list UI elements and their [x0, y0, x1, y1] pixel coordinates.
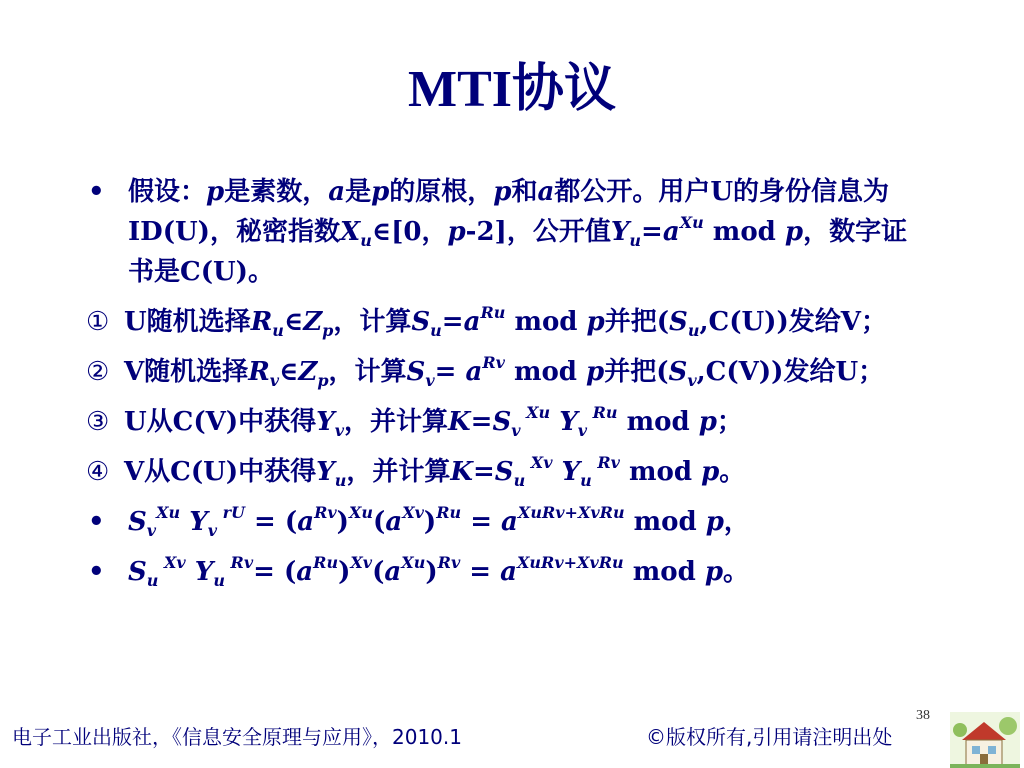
- text-run: ): [338, 557, 351, 587]
- list-item: [86, 402, 933, 442]
- text-run: Y: [561, 457, 581, 487]
- bullet-marker: •: [88, 507, 105, 537]
- text-run: = (: [245, 507, 298, 537]
- text-run: U从C(V)中获得: [124, 407, 317, 437]
- text-run: ，并计算: [346, 457, 451, 487]
- footer-copyright: ©版权所有,引用请注明出处: [646, 725, 893, 749]
- superscript: Xv: [402, 503, 424, 522]
- text-run: ): [336, 507, 349, 537]
- subscript: v: [146, 521, 157, 540]
- text-run: ，: [723, 507, 750, 537]
- text-run: 都公开。用户U的身份信息为ID(U)，秘密指数: [128, 177, 890, 247]
- text-run: Z: [298, 357, 318, 387]
- text-run: p: [493, 177, 512, 207]
- text-run: p: [206, 177, 225, 207]
- text-run: R: [248, 357, 270, 387]
- text-run: -2]，公开值: [465, 217, 611, 247]
- item-text: [124, 453, 746, 490]
- subscript: v: [269, 371, 280, 390]
- superscript: XuRv+XvRu: [516, 553, 624, 572]
- text-run: Y: [189, 507, 208, 537]
- text-run: ，计算: [328, 357, 407, 387]
- text-run: S: [494, 457, 514, 487]
- text-run: a: [297, 507, 315, 537]
- text-run: [550, 407, 559, 437]
- text-run: a: [465, 357, 483, 387]
- text-run: a: [662, 217, 680, 247]
- subscript: u: [629, 231, 642, 250]
- list-item: [86, 352, 933, 392]
- text-run: Y: [610, 217, 630, 247]
- subscript: v: [511, 421, 521, 440]
- text-run: 并把(: [604, 307, 670, 337]
- text-run: ): [423, 507, 437, 537]
- text-run: =: [460, 557, 501, 587]
- text-run: a: [384, 557, 402, 587]
- superscript: Xu: [348, 503, 374, 522]
- text-run: mod: [624, 507, 706, 537]
- text-run: =: [441, 307, 464, 337]
- text-run: [552, 457, 561, 487]
- text-run: =: [461, 507, 502, 537]
- item-text: [128, 503, 750, 540]
- text-run: S: [669, 307, 688, 337]
- superscript: Ru: [436, 503, 462, 522]
- item-text: [128, 177, 907, 287]
- subscript: u: [513, 471, 526, 490]
- superscript: Rv: [224, 553, 254, 572]
- text-run: K: [450, 457, 473, 487]
- superscript: Ru: [480, 303, 506, 322]
- text-run: =: [641, 217, 663, 247]
- list-item: [86, 302, 933, 342]
- text-run: K: [448, 407, 471, 437]
- bullet-marker: •: [88, 177, 105, 207]
- subscript: u: [146, 571, 159, 590]
- text-run: Y: [316, 457, 335, 487]
- text-run: mod: [703, 217, 785, 247]
- superscript: Rv: [437, 553, 461, 572]
- house-icon: [950, 712, 1020, 768]
- subscript: u: [272, 321, 284, 340]
- text-run: a: [296, 557, 314, 587]
- subscript: u: [334, 471, 347, 490]
- text-run: U随机选择: [124, 307, 251, 337]
- slide-body: [88, 172, 933, 602]
- slide-title: MTI协议: [407, 61, 616, 118]
- text-run: mod: [504, 357, 587, 387]
- text-run: mod: [505, 307, 587, 337]
- text-run: Y: [316, 407, 335, 437]
- text-run: 假设：: [128, 177, 207, 207]
- superscript: rU: [217, 503, 245, 522]
- text-run: ∈: [279, 357, 299, 387]
- text-run: [186, 557, 195, 587]
- text-run: p: [704, 557, 723, 587]
- text-run: S: [128, 557, 147, 587]
- text-run: ∈[0，: [371, 217, 448, 247]
- text-run: p: [447, 217, 466, 247]
- text-run: ，数字证书是C(U)。: [128, 217, 908, 287]
- text-run: a: [501, 507, 518, 537]
- item-text: [124, 403, 743, 440]
- superscript: Rv: [314, 503, 337, 522]
- subscript: u: [430, 321, 442, 340]
- subscript: p: [322, 321, 334, 340]
- text-run: =: [434, 357, 466, 387]
- subscript: v: [334, 421, 345, 440]
- text-run: ): [425, 557, 438, 587]
- text-run: 的原根，: [389, 177, 494, 207]
- text-run: a: [328, 177, 346, 207]
- subscript: p: [317, 371, 329, 390]
- text-run: p: [701, 457, 720, 487]
- text-run: ；: [716, 407, 743, 437]
- text-run: 是: [345, 177, 372, 207]
- text-run: 。: [719, 457, 746, 487]
- superscript: Xu: [679, 213, 704, 232]
- text-run: V随机选择: [124, 357, 249, 387]
- text-run: p: [586, 307, 605, 337]
- text-run: a: [500, 557, 517, 587]
- text-run: S: [406, 357, 426, 387]
- text-run: S: [128, 507, 147, 537]
- text-run: ，并计算: [344, 407, 449, 437]
- superscript: Ru: [587, 403, 618, 422]
- text-run: mod: [619, 457, 702, 487]
- subscript: u: [360, 231, 372, 250]
- text-run: =: [470, 407, 493, 437]
- list-item: [88, 552, 933, 592]
- superscript: Xv: [350, 553, 373, 572]
- list-item: [88, 502, 933, 542]
- text-run: 是素数，: [224, 177, 329, 207]
- superscript: Ru: [313, 553, 339, 572]
- text-run: ，计算: [333, 307, 412, 337]
- subscript: v: [425, 371, 435, 390]
- item-text: [124, 353, 885, 390]
- page-number: 38: [916, 708, 930, 723]
- text-run: ,C(V))发给U；: [696, 357, 885, 387]
- text-run: V从C(U)中获得: [124, 457, 317, 487]
- text-run: mod: [617, 407, 699, 437]
- text-run: ,C(U))发给V；: [699, 307, 887, 337]
- superscript: Xu: [520, 403, 551, 422]
- text-run: a: [385, 507, 403, 537]
- text-run: a: [463, 307, 481, 337]
- subscript: v: [207, 521, 218, 540]
- step-marker: ①: [86, 307, 110, 337]
- subscript: v: [687, 371, 697, 390]
- text-run: S: [668, 357, 688, 387]
- step-marker: ②: [86, 357, 110, 387]
- superscript: Xu: [156, 503, 181, 522]
- superscript: Xv: [525, 453, 553, 472]
- footer: [12, 722, 932, 752]
- text-run: p: [698, 407, 717, 437]
- item-text: [124, 303, 887, 340]
- list-item: [86, 452, 933, 492]
- text-run: Y: [559, 407, 578, 437]
- text-run: p: [586, 357, 605, 387]
- superscript: Xu: [401, 553, 426, 572]
- text-run: Y: [194, 557, 214, 587]
- text-run: (: [373, 507, 386, 537]
- superscript: Rv: [591, 453, 620, 472]
- text-run: S: [411, 307, 431, 337]
- subscript: u: [213, 571, 225, 590]
- text-run: (: [372, 557, 385, 587]
- text-run: Z: [303, 307, 323, 337]
- list-item: [88, 172, 933, 292]
- superscript: Rv: [482, 353, 505, 372]
- step-marker: ④: [86, 457, 110, 487]
- item-text: [128, 553, 750, 590]
- text-run: p: [705, 507, 724, 537]
- subscript: u: [687, 321, 700, 340]
- text-run: R: [250, 307, 273, 337]
- text-run: X: [340, 217, 361, 247]
- text-run: 和: [511, 177, 538, 207]
- superscript: Xv: [158, 553, 186, 572]
- text-run: p: [784, 217, 804, 247]
- footer-publisher: 电子工业出版社，《信息安全原理与应用》，2010.1: [12, 725, 462, 749]
- subscript: u: [580, 471, 592, 490]
- subscript: v: [577, 421, 588, 440]
- text-run: = (: [253, 557, 297, 587]
- text-run: S: [492, 407, 512, 437]
- text-run: =: [472, 457, 495, 487]
- text-run: p: [371, 177, 390, 207]
- superscript: XuRv+XvRu: [517, 503, 625, 522]
- text-run: ∈: [283, 307, 304, 337]
- text-run: 。: [723, 557, 750, 587]
- text-run: mod: [623, 557, 705, 587]
- step-marker: ③: [86, 407, 110, 437]
- text-run: a: [537, 177, 555, 207]
- text-run: 并把(: [604, 357, 669, 387]
- text-run: [180, 507, 189, 537]
- bullet-marker: •: [88, 557, 105, 587]
